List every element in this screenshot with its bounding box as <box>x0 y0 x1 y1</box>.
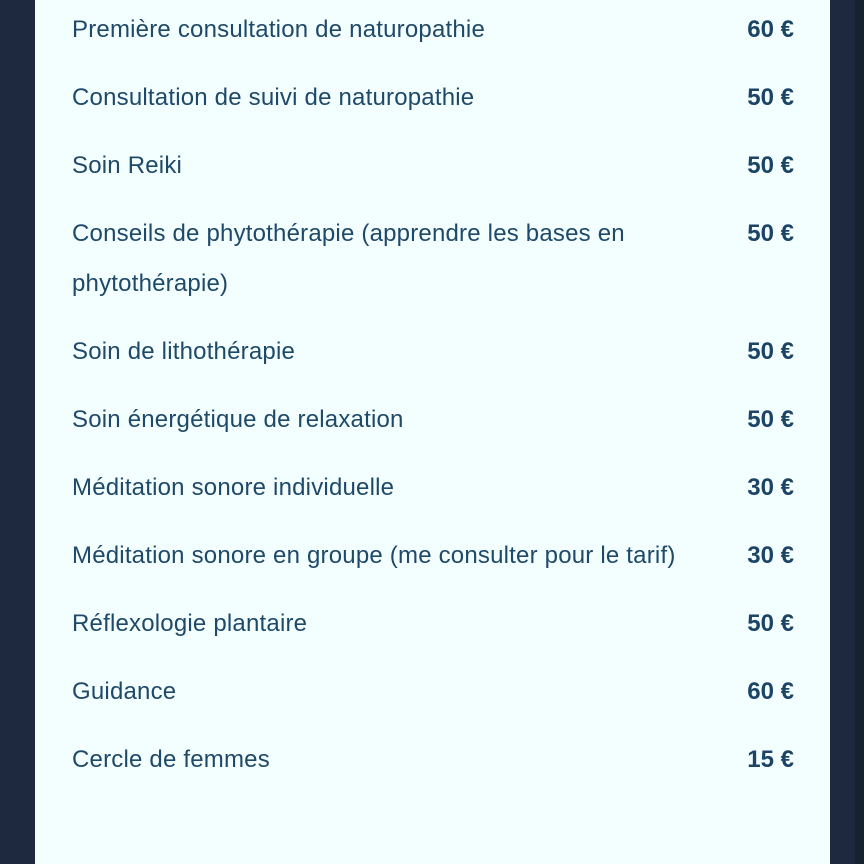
service-name: Guidance <box>72 678 177 705</box>
list-item <box>72 73 794 123</box>
service-name: Soin Reiki <box>72 152 183 179</box>
service-price: 30 € <box>747 542 794 569</box>
service-name: Consultation de suivi de naturopathie <box>72 84 475 111</box>
service-name: Méditation sonore en groupe (me consulter pour le tarif) <box>72 542 676 569</box>
price-list-panel <box>35 0 830 864</box>
list-item <box>72 141 794 191</box>
service-price: 50 € <box>747 406 794 433</box>
service-price: 60 € <box>747 678 794 705</box>
service-price: 50 € <box>747 338 794 365</box>
list-item <box>72 209 794 309</box>
service-name: Première consultation de naturopathie <box>72 16 485 43</box>
service-price: 60 € <box>747 16 794 43</box>
price-list <box>72 5 794 803</box>
service-price: 50 € <box>747 610 794 637</box>
list-item <box>72 463 794 513</box>
service-price: 30 € <box>747 474 794 501</box>
service-price: 15 € <box>747 746 794 773</box>
list-item <box>72 531 794 581</box>
service-name: Réflexologie plantaire <box>72 610 308 637</box>
list-item <box>72 5 794 55</box>
service-price: 50 € <box>747 220 794 247</box>
list-item <box>72 327 794 377</box>
service-price: 50 € <box>747 152 794 179</box>
service-name: Cercle de femmes <box>72 746 270 773</box>
list-item <box>72 599 794 649</box>
list-item <box>72 667 794 717</box>
screen-edge <box>855 0 864 864</box>
list-item <box>72 735 794 785</box>
list-item <box>72 395 794 445</box>
service-name: Conseils de phytothérapie (apprendre les bases en phytothérapie) <box>72 220 625 297</box>
service-name: Soin de lithothérapie <box>72 338 296 365</box>
service-name: Méditation sonore individuelle <box>72 474 395 501</box>
service-price: 50 € <box>747 84 794 111</box>
service-name: Soin énergétique de relaxation <box>72 406 404 433</box>
